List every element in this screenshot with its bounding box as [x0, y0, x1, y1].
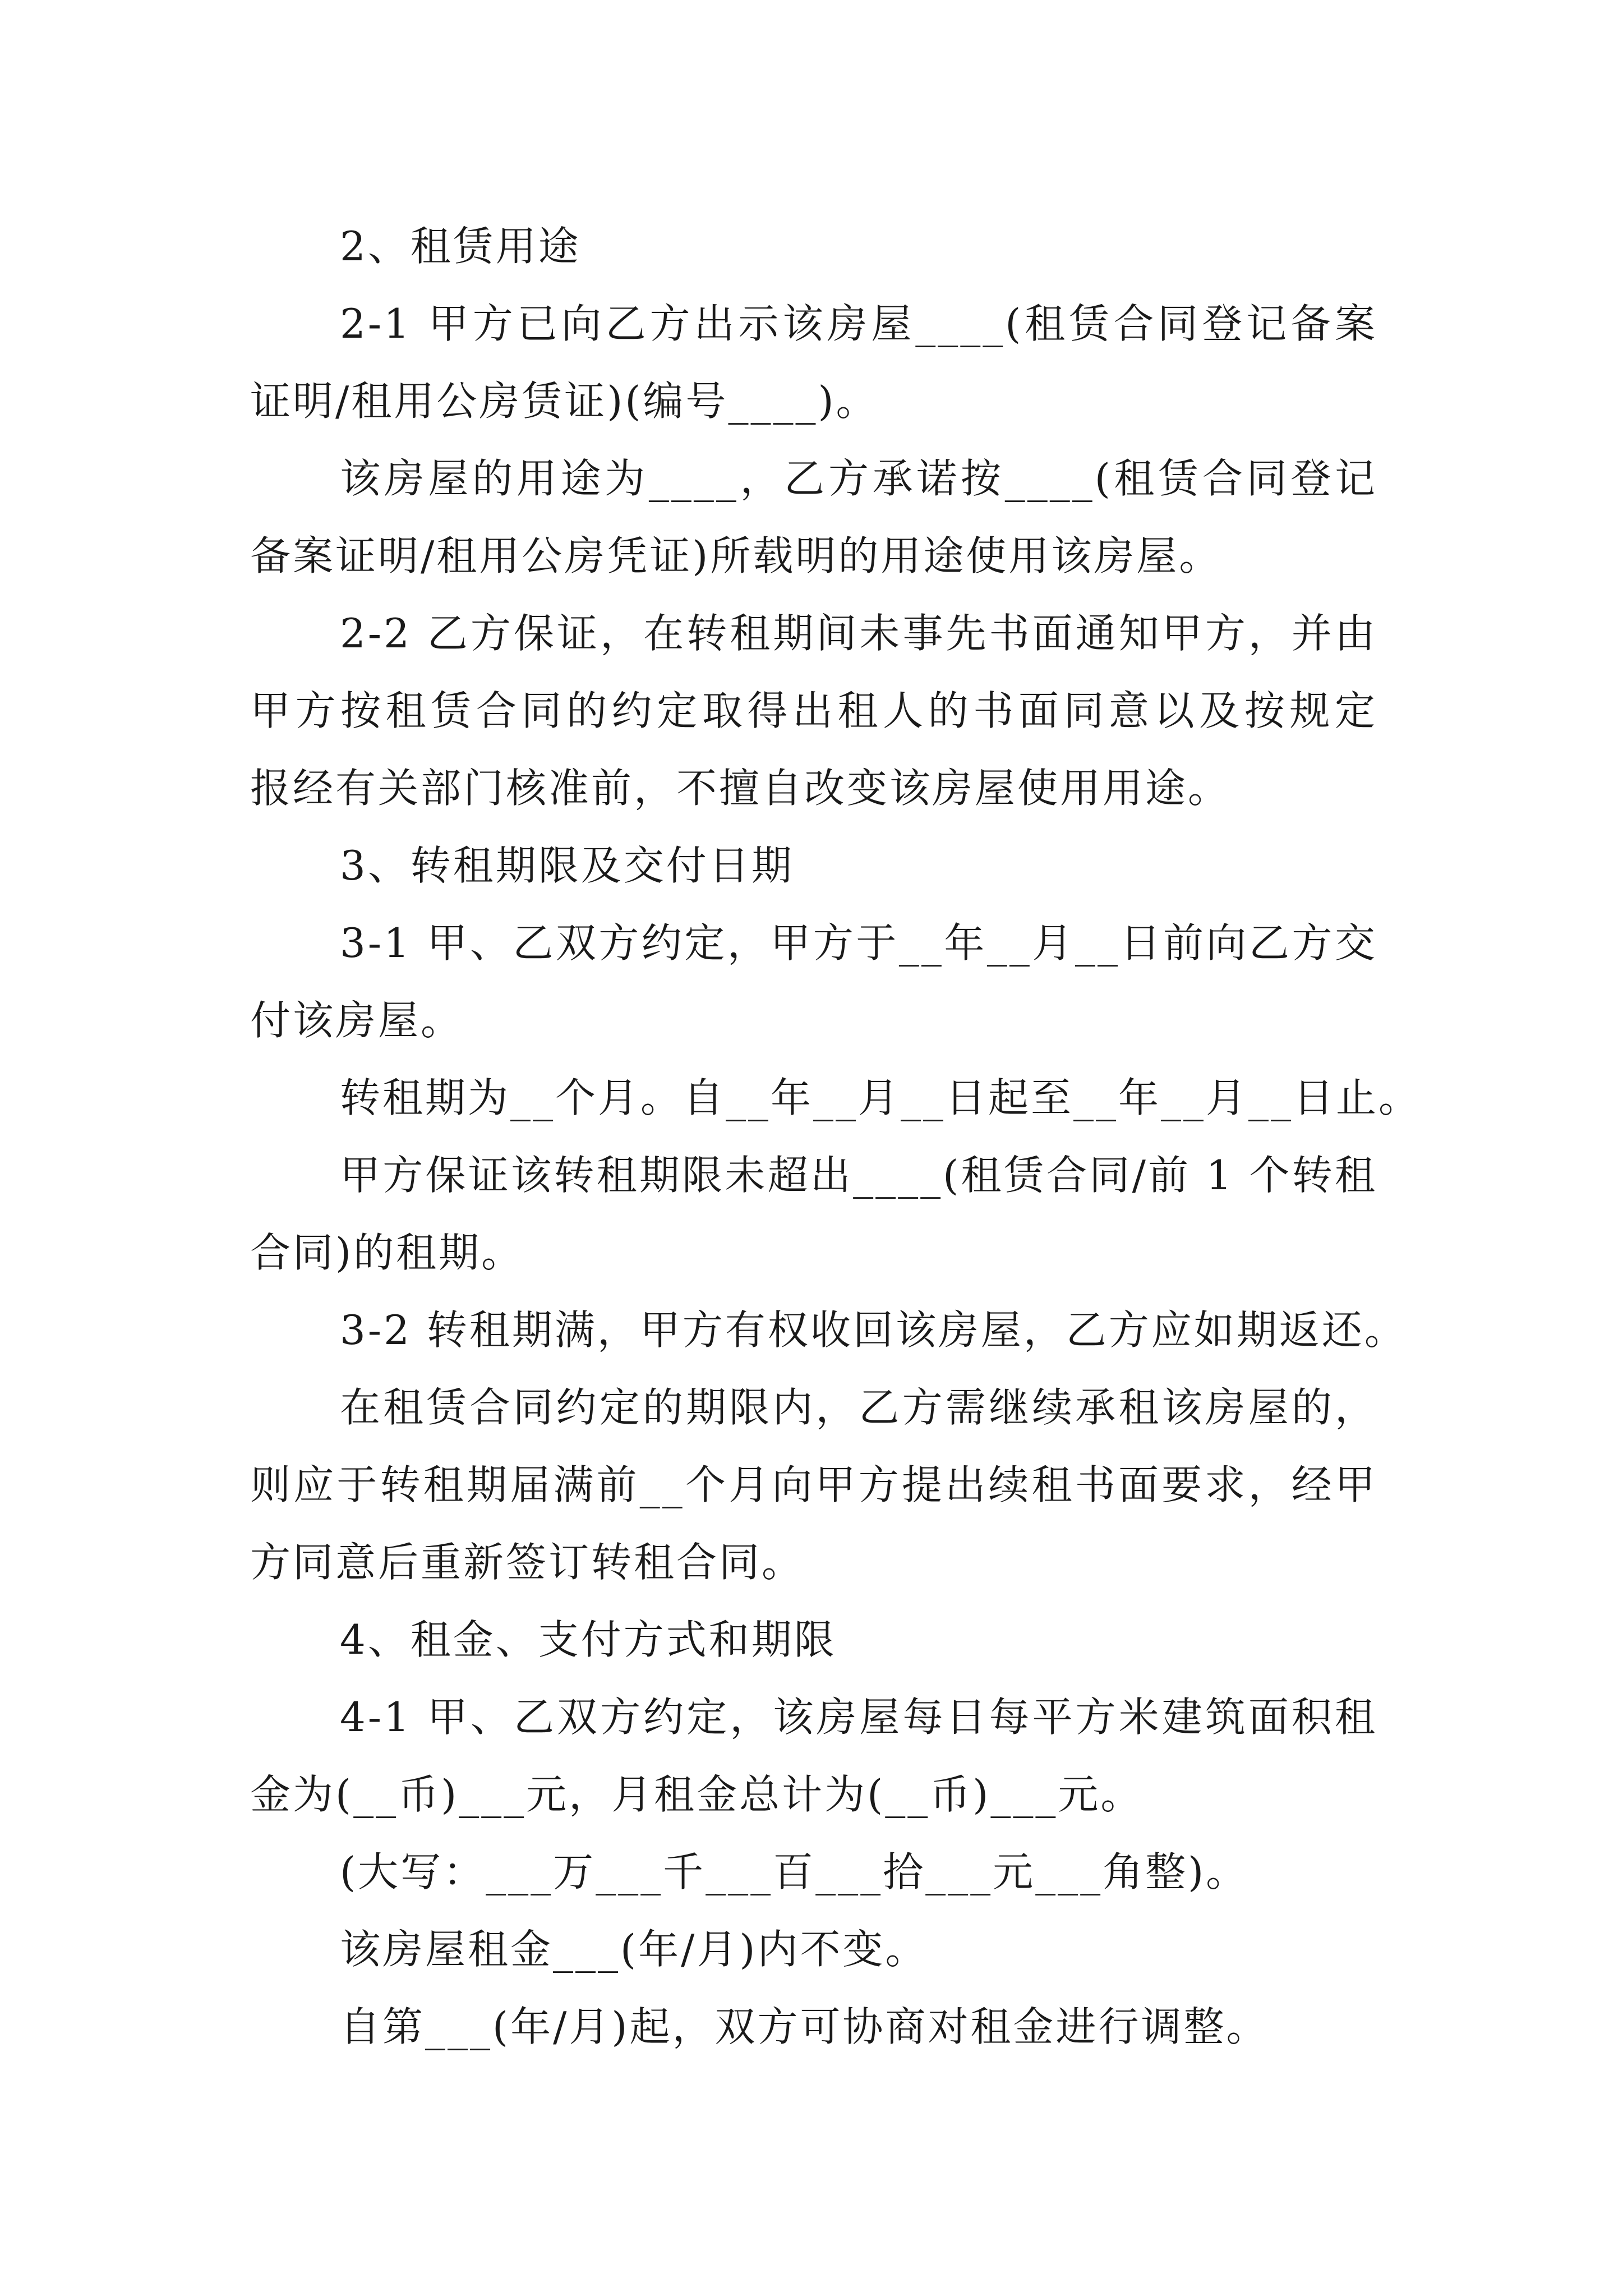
paragraph-line: 4-1 甲、乙双方约定，该房屋每日每平方米建筑面积租 — [340, 1694, 1377, 1741]
paragraph-line: 甲方按租赁合同的约定取得出租人的书面同意以及按规定 — [250, 687, 1377, 734]
paragraph-line: 3-1 甲、乙双方约定，甲方于__年__月__日前向乙方交 — [340, 919, 1377, 967]
paragraph-line: 3-2 转租期满，甲方有权收回该房屋，乙方应如期返还。 — [340, 1306, 1407, 1354]
paragraph-line: 合同)的租期。 — [250, 1229, 524, 1276]
paragraph-line: (大写：___万___千___百___拾___元___角整)。 — [340, 1848, 1249, 1895]
paragraph-line: 甲方保证该转租期限未超出____(租赁合同/前 1 个转租 — [340, 1152, 1377, 1199]
paragraph-line: 报经有关部门核准前，不擅自改变该房屋使用用途。 — [250, 765, 1231, 812]
paragraph-line: 付该房屋。 — [250, 997, 464, 1044]
section-heading-rent: 4、租金、支付方式和期限 — [340, 1616, 837, 1663]
paragraph-line: 方同意后重新签订转租合同。 — [250, 1539, 805, 1586]
paragraph-line: 备案证明/租用公房凭证)所载明的用途使用该房屋。 — [250, 532, 1222, 579]
paragraph-line: 自第___(年/月)起，双方可协商对租金进行调整。 — [340, 2003, 1269, 2050]
paragraph-line: 在租赁合同约定的期限内，乙方需继续承租该房屋的， — [340, 1384, 1377, 1431]
paragraph-line: 则应于转租期届满前__个月向甲方提出续租书面要求，经甲 — [250, 1461, 1377, 1508]
document-body — [250, 208, 1422, 2065]
paragraph-line: 该房屋租金___(年/月)内不变。 — [340, 1926, 928, 1973]
section-heading-usage: 2、租赁用途 — [340, 223, 581, 270]
paragraph-line: 2-1 甲方已向乙方出示该房屋____(租赁合同登记备案 — [340, 300, 1377, 347]
section-heading-term: 3、转租期限及交付日期 — [340, 842, 794, 889]
paragraph-line: 金为(__币)___元，月租金总计为(__币)___元。 — [250, 1771, 1144, 1818]
paragraph-line: 证明/租用公房赁证)(编号____)。 — [250, 378, 879, 425]
paragraph-line: 2-2 乙方保证，在转租期间未事先书面通知甲方，并由 — [340, 610, 1377, 657]
paragraph-line: 转租期为__个月。自__年__月__日起至__年__月__日止。 — [340, 1074, 1422, 1121]
paragraph-line: 该房屋的用途为____，乙方承诺按____(租赁合同登记 — [340, 455, 1377, 502]
